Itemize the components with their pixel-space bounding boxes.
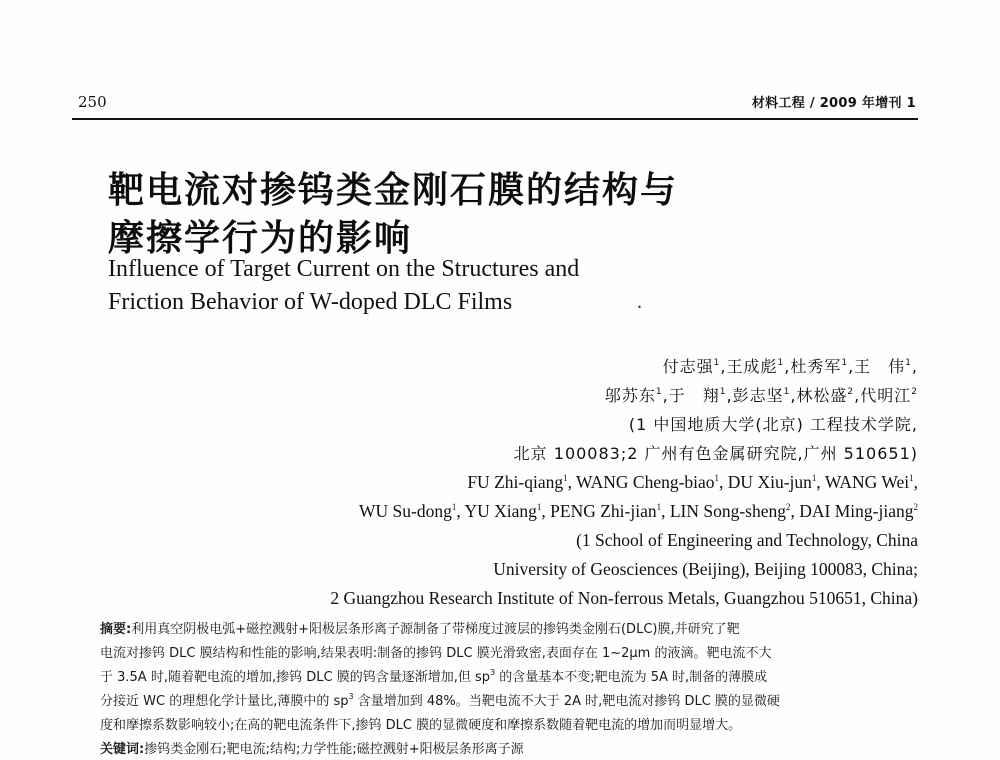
author-sup: 1 (783, 387, 791, 397)
author-zh: 王 伟 (854, 357, 906, 376)
affiliation-zh-line-2: 北京 100083;2 广州有色金属研究院,广州 510651) (513, 444, 918, 463)
abstract-line-2: 电流对掺钨 DLC 膜结构和性能的影响,结果表明:制备的掺钨 DLC 膜光滑致密,表面存在 1~2μm 的液滴。靶电流不大 (100, 646, 772, 661)
author-sup: 1 (655, 387, 663, 397)
keywords-text: 掺钨类金刚石;靶电流;结构;力学性能;磁控溅射+阳极层条形离子源 (144, 742, 524, 757)
author-en: WU Su-dong (359, 501, 452, 521)
title-zh-line-1: 靶电流对掺钨类金刚石膜的结构与 (108, 170, 679, 211)
abstract-line-1 (100, 618, 920, 642)
author-sup: 1 (719, 387, 727, 397)
stray-mark: . (637, 291, 642, 313)
author-en: WANG Cheng-biao (576, 472, 715, 492)
author-sup: 1 (841, 358, 849, 368)
author-zh: 彭志坚 (732, 386, 784, 405)
author-sup: 1 (777, 358, 785, 368)
abstract-line-5: 度和摩擦系数影响较小;在高的靶电流条件下,掺钨 DLC 膜的显微硬度和摩擦系数随着靶电流的增加而明显增大。 (100, 718, 742, 733)
author-sup: 1 (905, 358, 912, 368)
abstract-label: 摘要: (100, 622, 132, 637)
author-zh: 林松盛 (796, 386, 848, 405)
author-sup: 1 (714, 473, 720, 483)
title-zh-line-2: 摩擦学行为的影响 (108, 218, 413, 259)
author-zh: 王成彪 (726, 357, 778, 376)
affiliation-en-line-3: 2 Guangzhou Research Institute of Non-ferrous Metals, Guangzhou 510651, China) (330, 588, 918, 608)
trailing-comma: , (913, 472, 918, 492)
authors-zh-line-2: 邬苏东$^1$,于 翔$^1$,彭志坚$^1$,林松盛$^2$,代明江$^2$ (604, 386, 918, 405)
authors-en-line-1: FU Zhi-qiang$^1$, WANG Cheng-biao$^1$, DU Xiu-jun$^1$, WANG Wei$^1$, (467, 472, 918, 492)
author-en: PENG Zhi-jian (550, 501, 657, 521)
authors-zh-line-1: 付志强$^1$,王成彪$^1$,杜秀军$^1$,王 伟$^1$, (662, 357, 918, 376)
author-sup: 1 (451, 502, 457, 512)
abstract-line-4 (100, 690, 920, 714)
superscript: 3 (348, 692, 354, 701)
header-rule (72, 118, 918, 120)
affiliation-zh-line-1: (1 中国地质大学(北京) 工程技术学院, (628, 415, 918, 434)
author-sup: 1 (811, 473, 817, 483)
author-sup: 1 (563, 473, 568, 483)
abstract-text: 的含量基本不变;靶电流为 5A 时,制备的薄膜成 (495, 670, 768, 685)
author-sup: 1 (713, 358, 721, 368)
author-zh: 付志强 (662, 357, 714, 376)
authors-zh-block (514, 352, 918, 468)
author-zh: 杜秀军 (790, 357, 842, 376)
page-number: 250 (78, 93, 107, 111)
author-sup: 2 (913, 502, 918, 512)
author-zh: 代明江 (860, 386, 912, 405)
abstract-line-3 (100, 666, 920, 690)
author-sup: 1 (656, 502, 662, 512)
authors-en-line-2: WU Su-dong$^1$, YU Xiang$^1$, PENG Zhi-jian$^1$, LIN Song-sheng$^2$, DAI Ming-jiang$^2$ (359, 501, 918, 521)
abstract-text: 于 3.5A 时,随着靶电流的增加,掺钨 DLC 膜的钨含量逐渐增加,但 sp (100, 670, 490, 685)
author-en: FU Zhi-qiang (467, 472, 564, 492)
affiliation-en-line-2: University of Geosciences (Beijing), Beijing 100083, China; (493, 559, 918, 579)
superscript: 3 (489, 668, 496, 677)
abstract-text: 分接近 WC 的理想化学计量比,薄膜中的 sp (100, 694, 349, 709)
author-sup: 2 (847, 387, 855, 397)
author-en: LIN Song-sheng (669, 501, 787, 521)
author-sup: 1 (536, 502, 542, 512)
keywords-label: 关键词: (100, 742, 145, 757)
author-zh: 于 翔 (668, 386, 720, 405)
title-en-line-1: Influence of Target Current on the Structures and (108, 256, 580, 282)
journal-header: 材料工程 / 2009 年增刊 1 (751, 96, 916, 111)
author-zh: 邬苏东 (604, 386, 656, 405)
author-en: DAI Ming-jiang (799, 501, 914, 521)
author-sup: 2 (911, 387, 918, 397)
author-en: WANG Wei (824, 472, 910, 492)
abstract-text: 利用真空阴极电弧+磁控溅射+阳极层条形离子源制备了带梯度过渡层的掺钨类金刚石(DLC)膜,并研究了靶 (131, 622, 740, 637)
author-sup: 2 (786, 502, 791, 512)
affiliation-en-line-1: (1 School of Engineering and Technology, China (576, 530, 918, 550)
abstract-text: 含量增加到 48%。当靶电流不大于 2A 时,靶电流对掺钨 DLC 膜的显微硬 (353, 694, 780, 709)
keywords (100, 738, 920, 760)
author-en: DU Xiu-jun (727, 472, 812, 492)
author-sup: 1 (909, 473, 914, 483)
title-en-line-2: Friction Behavior of W-doped DLC Films (108, 289, 513, 315)
abstract (100, 618, 920, 738)
authors-en-block (330, 468, 918, 613)
trailing-comma: , (911, 357, 918, 376)
author-en: YU Xiang (464, 501, 537, 521)
